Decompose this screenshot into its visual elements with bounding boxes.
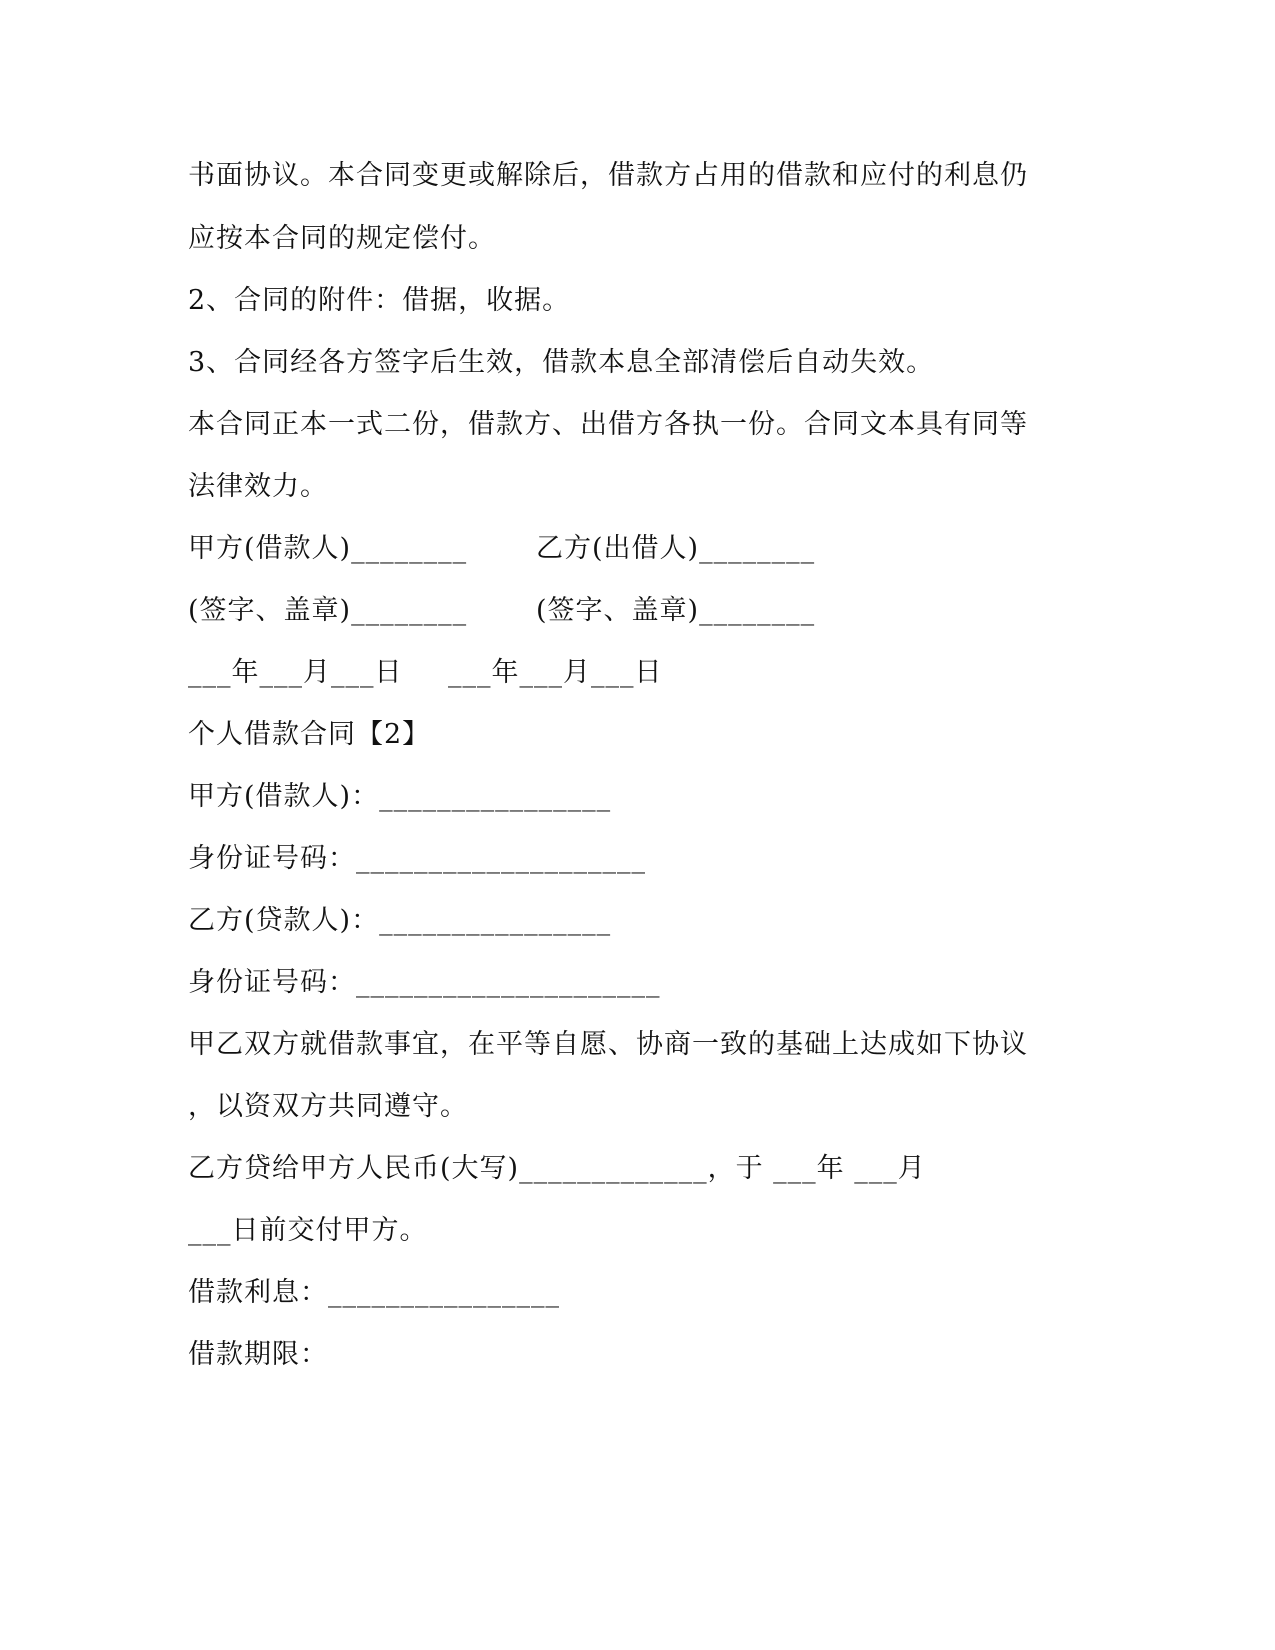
text-line: 本合同正本一式二份，借款方、出借方各执一份。合同文本具有同等 [188,409,1028,440]
text-line: ___日前交付甲方。 [188,1215,428,1246]
sign-a-line: (签字、盖章)________ [188,595,468,626]
sign-b-line: (签字、盖章)________ [536,595,816,626]
party-a-line: 甲方(借款人)________ [188,533,468,564]
text-line: ，以资双方共同遵守。 [188,1091,468,1122]
loan-amount-line: 乙方贷给甲方人民币(大写)_____________，于 ___年 ___月 [188,1153,926,1184]
text-line: 应按本合同的规定偿付。 [188,223,496,254]
text-line: 3、合同经各方签字后生效，借款本息全部清偿后自动失效。 [188,347,935,378]
borrower-field: 甲方(借款人)：________________ [188,781,612,812]
date-b-line: ___年___月___日 [448,657,663,688]
term-field: 借款期限： [188,1339,328,1370]
text-line: 法律效力。 [188,471,328,502]
text-line: 2、合同的附件：借据，收据。 [188,285,571,316]
date-a-line: ___年___月___日 [188,657,403,688]
text-line: 甲乙双方就借款事宜，在平等自愿、协商一致的基础上达成如下协议 [188,1029,1028,1060]
party-b-line: 乙方(出借人)________ [536,533,816,564]
text-line: 书面协议。本合同变更或解除后，借款方占用的借款和应付的利息仍 [188,160,1028,191]
lender-id-field: 身份证号码：_____________________ [188,967,661,998]
borrower-id-field: 身份证号码：____________________ [188,843,646,874]
section-title: 个人借款合同【2】 [188,719,431,750]
interest-field: 借款利息：________________ [188,1277,560,1308]
lender-field: 乙方(贷款人)：________________ [188,905,612,936]
